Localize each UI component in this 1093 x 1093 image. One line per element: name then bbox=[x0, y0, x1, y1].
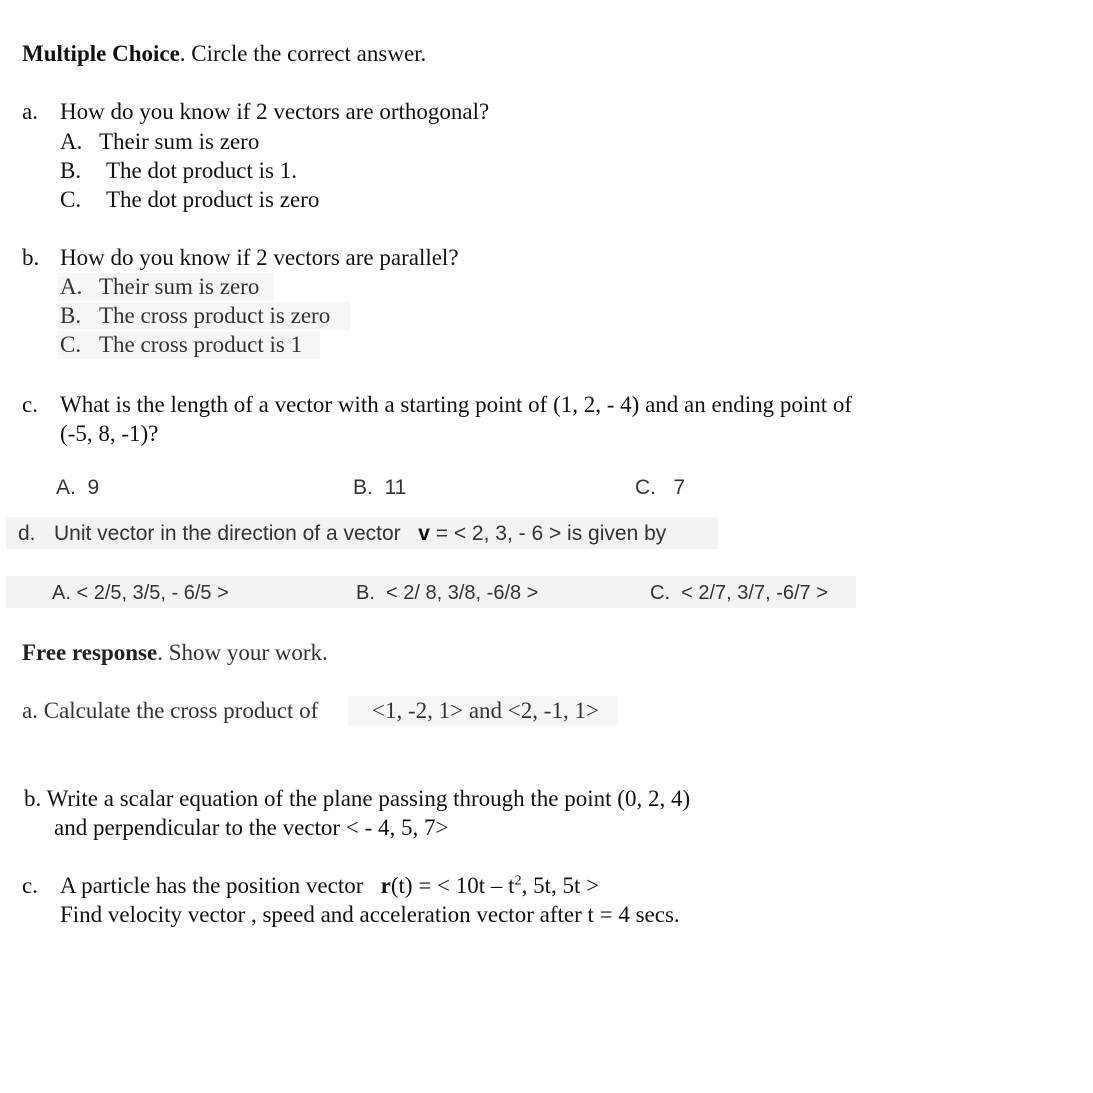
question-a-option-b-letter: B. bbox=[60, 158, 82, 183]
line1-before: A particle has the position vector bbox=[60, 873, 364, 898]
option-letter: A. bbox=[52, 582, 71, 604]
free-response-b-line1: b. Write a scalar equation of the plane passing through the point (0, 2, 4) bbox=[24, 786, 691, 811]
question-d-option-b bbox=[356, 581, 538, 606]
vector-r-symbol: r bbox=[380, 873, 391, 898]
question-a-text: How do you know if 2 vectors are orthogonal? bbox=[60, 99, 490, 124]
question-c-text-line1: What is the length of a vector with a starting point of (1, 2, - 4) and an ending point of bbox=[60, 392, 853, 417]
line1-after: , 5t, 5t > bbox=[521, 873, 600, 898]
question-b-text: How do you know if 2 vectors are parallel? bbox=[60, 245, 459, 270]
line1-mid: (t) = < 10t – t bbox=[390, 873, 515, 898]
question-b-letter: b. bbox=[22, 245, 40, 270]
question-c-option-c bbox=[635, 475, 685, 501]
option-text: 7 bbox=[673, 476, 686, 499]
question-a-option-a-text: Their sum is zero bbox=[99, 129, 260, 154]
free-response-a-vectors: <1, -2, 1> and <2, -1, 1> bbox=[372, 698, 599, 723]
question-c-option-a bbox=[56, 475, 99, 501]
question-b-option-b-letter: B. bbox=[60, 303, 82, 328]
heading-bold: Multiple Choice bbox=[22, 41, 180, 66]
free-response-c-letter: c. bbox=[22, 873, 38, 898]
question-d-option-a bbox=[52, 581, 229, 606]
exponent: 2 bbox=[514, 873, 522, 889]
question-a-letter: a. bbox=[22, 99, 38, 124]
question-d-letter: d. bbox=[18, 522, 36, 545]
heading-rest: . Show your work. bbox=[157, 640, 328, 665]
vector-v-symbol: v bbox=[418, 522, 430, 545]
question-b-option-c-letter: C. bbox=[60, 332, 82, 357]
option-text: < 2/7, 3/7, -6/7 > bbox=[681, 582, 828, 604]
question-b-option-c-text: The cross product is 1 bbox=[99, 332, 303, 357]
question-d-text-before: Unit vector in the direction of a vector bbox=[54, 522, 401, 545]
question-a-option-c-text: The dot product is zero bbox=[106, 187, 320, 212]
option-letter: A. bbox=[56, 476, 76, 499]
question-c-letter: c. bbox=[22, 392, 38, 417]
question-b-option-a-letter: A. bbox=[60, 274, 83, 299]
free-response-b-line2: and perpendicular to the vector < - 4, 5, 7> bbox=[54, 815, 449, 840]
heading-bold: Free response bbox=[22, 640, 158, 665]
question-a-option-b-text: The dot product is 1. bbox=[106, 158, 297, 183]
heading-rest: . Circle the correct answer. bbox=[179, 41, 427, 66]
question-d-text-after: = < 2, 3, - 6 > is given by bbox=[435, 522, 667, 545]
option-letter: C. bbox=[650, 582, 670, 604]
question-b-option-a-text: Their sum is zero bbox=[99, 274, 260, 299]
free-response-c-line2: Find velocity vector , speed and acceleration vector after t = 4 secs. bbox=[60, 902, 680, 927]
option-letter: B. bbox=[356, 582, 375, 604]
question-d-option-c bbox=[650, 581, 828, 606]
option-text: < 2/5, 3/5, - 6/5 > bbox=[76, 582, 229, 604]
option-letter: B. bbox=[353, 476, 373, 499]
free-response-a-text: a. Calculate the cross product of bbox=[22, 698, 319, 723]
option-letter: C. bbox=[635, 476, 656, 499]
option-text: 9 bbox=[87, 476, 100, 499]
free-response-c-line1 bbox=[60, 872, 599, 901]
question-c-option-b bbox=[353, 475, 406, 501]
question-a-option-a-letter: A. bbox=[60, 129, 83, 154]
multiple-choice-heading bbox=[22, 40, 426, 69]
free-response-heading bbox=[22, 639, 328, 668]
question-c-text-line2: (-5, 8, -1)? bbox=[60, 421, 159, 446]
question-d-text bbox=[54, 521, 666, 547]
option-text: 11 bbox=[384, 476, 407, 499]
question-a-option-c-letter: C. bbox=[60, 187, 82, 212]
question-b-option-b-text: The cross product is zero bbox=[99, 303, 331, 328]
option-text: < 2/ 8, 3/8, -6/8 > bbox=[386, 582, 539, 604]
